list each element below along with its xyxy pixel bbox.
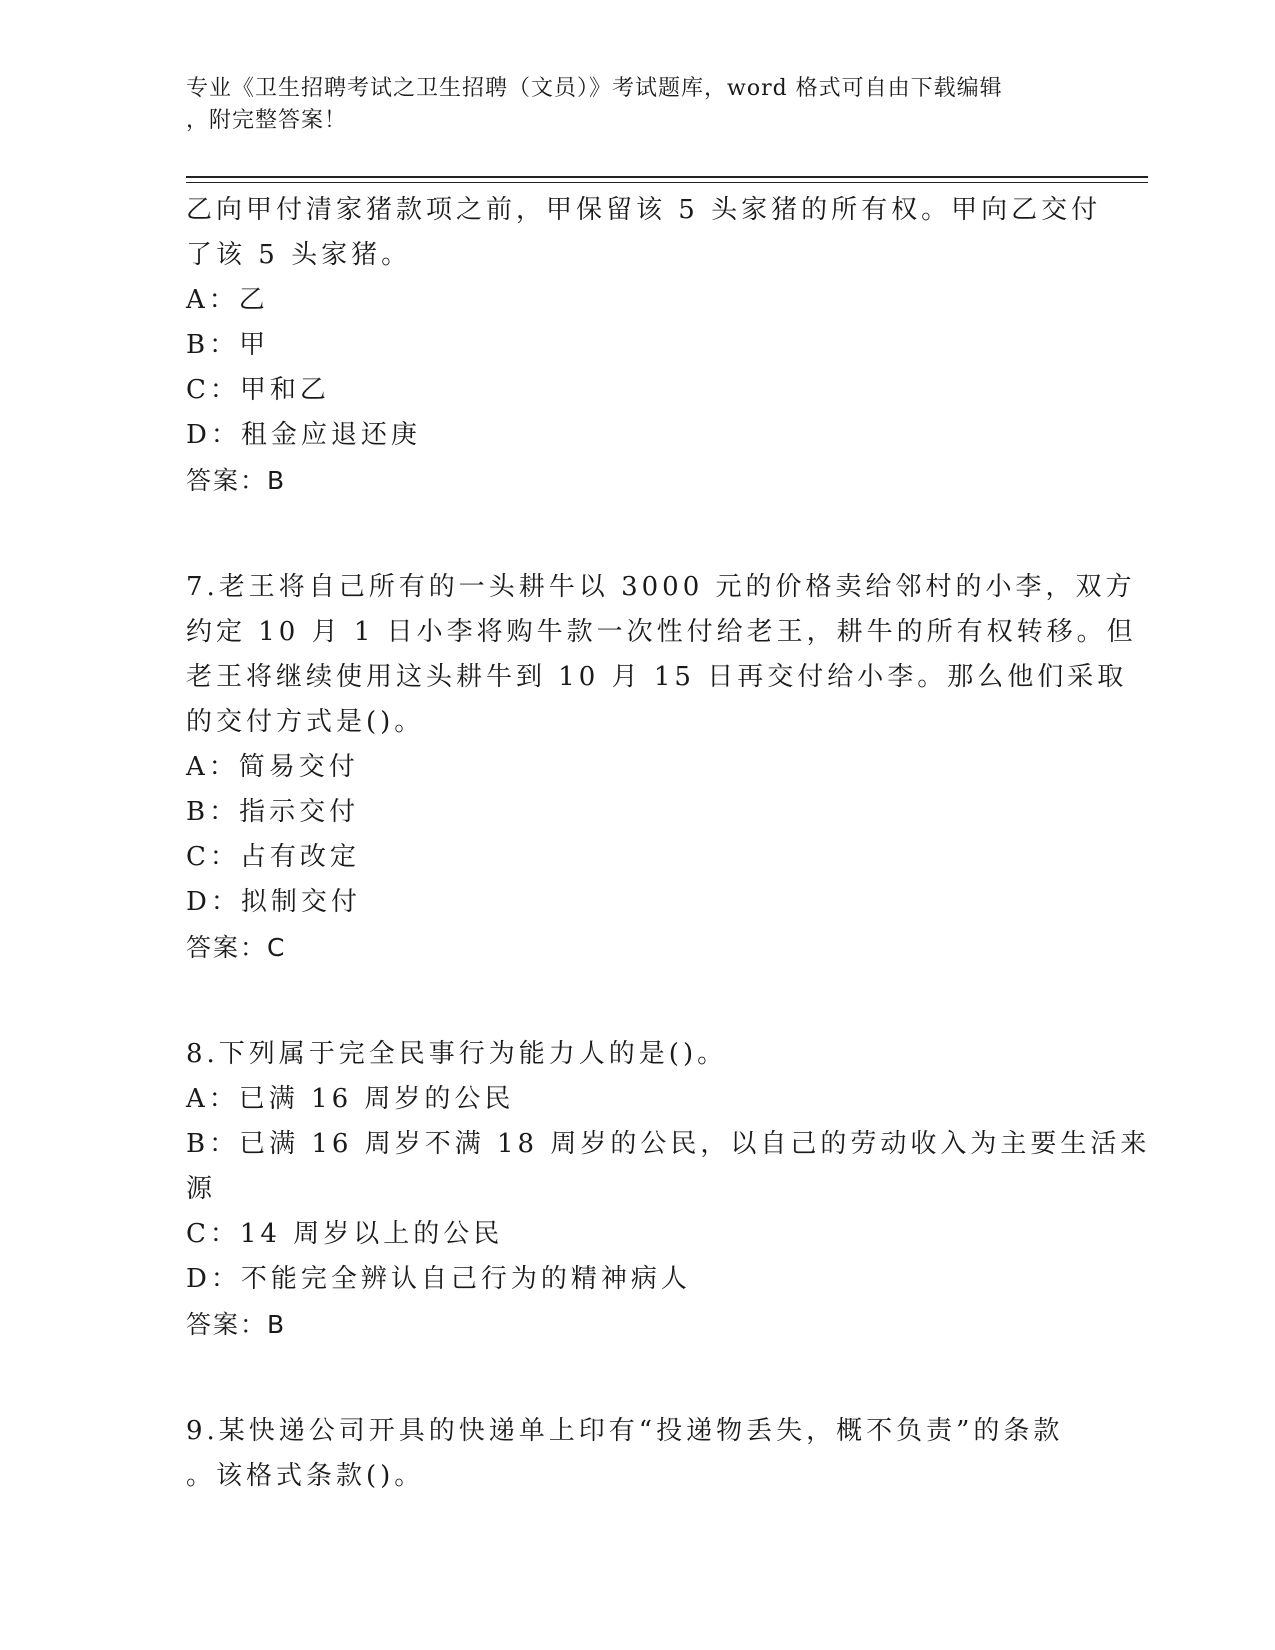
question-text: 老王将继续使用这头耕牛到 10 月 15 日再交付给小李。那么他们采取 xyxy=(186,662,1128,692)
spacer xyxy=(186,1347,1066,1409)
header-rule-thin xyxy=(186,182,1148,183)
question-text: 9.某快递公司开具的快递单上印有“投递物丢失，概不负责”的条款 xyxy=(186,1416,1064,1446)
option-a: A：简易交付 xyxy=(186,752,359,782)
option-c: C：甲和乙 xyxy=(186,375,330,405)
header-line-2: ，附完整答案！ xyxy=(186,108,348,133)
question-text: 的交付方式是()。 xyxy=(186,707,425,737)
document-header xyxy=(186,73,1066,137)
option-b: B：已满 16 周岁不满 18 周岁的公民，以自己的劳动收入为主要生活来 xyxy=(186,1129,1151,1159)
question-text: 乙向甲付清家猪款项之前，甲保留该 5 头家猪的所有权。甲向乙交付 xyxy=(186,195,1102,225)
spacer xyxy=(186,503,1066,565)
option-c: C：占有改定 xyxy=(186,842,360,872)
question-text: 约定 10 月 1 日小李将购牛款一次性付给老王，耕牛的所有权转移。但 xyxy=(186,617,1137,647)
question-8 xyxy=(186,1032,1151,1347)
option-b: B：指示交付 xyxy=(186,797,360,827)
option-d: D：租金应退还庚 xyxy=(186,420,421,450)
document-body xyxy=(186,188,1151,1499)
question-7 xyxy=(186,565,1137,970)
option-d: D：拟制交付 xyxy=(186,887,361,917)
option-d: D：不能完全辨认自己行为的精神病人 xyxy=(186,1264,691,1294)
question-6 xyxy=(186,188,1102,503)
option-b-continued: 源 xyxy=(186,1174,217,1204)
option-c: C：14 周岁以上的公民 xyxy=(186,1219,504,1249)
question-text: 。该格式条款()。 xyxy=(186,1461,425,1491)
spacer xyxy=(186,970,1066,1032)
question-text: 了该 5 头家猪。 xyxy=(186,240,412,270)
option-b: B：甲 xyxy=(186,330,270,360)
answer-line: 答案：B xyxy=(186,466,287,495)
option-a: A：乙 xyxy=(186,285,269,315)
answer-line: 答案：B xyxy=(186,1310,287,1339)
header-line-1: 专业《卫生招聘考试之卫生招聘（文员）》考试题库，word 格式可自由下载编辑 xyxy=(186,76,1003,101)
question-9 xyxy=(186,1409,1066,1499)
option-a: A：已满 16 周岁的公民 xyxy=(186,1084,515,1114)
question-text: 8.下列属于完全民事行为能力人的是()。 xyxy=(186,1039,728,1069)
header-rule-thick xyxy=(186,176,1148,178)
question-text: 7.老王将自己所有的一头耕牛以 3000 元的价格卖给邻村的小李，双方 xyxy=(186,572,1136,602)
answer-line: 答案：C xyxy=(186,933,287,962)
